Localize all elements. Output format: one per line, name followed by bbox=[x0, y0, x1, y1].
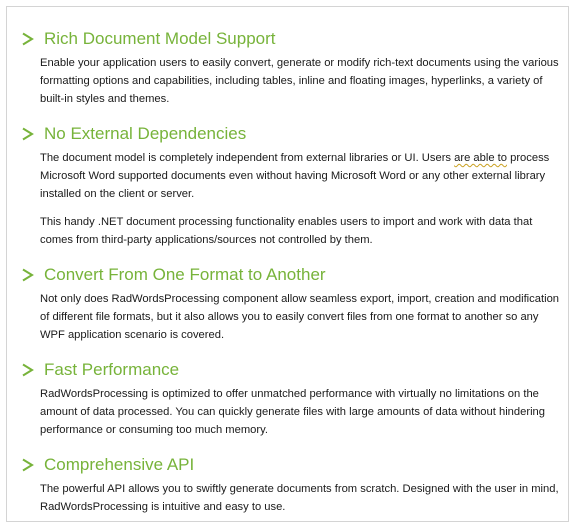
chevron-right-icon bbox=[20, 362, 36, 378]
section-no-external-dependencies bbox=[20, 122, 560, 249]
section-paragraph: Not only does RadWordsProcessing component allow seamless export, import, creation and modification of different file formats, but it also allows you to easily convert files from one format to another so any WPF application scenario is covered. bbox=[40, 293, 560, 341]
paragraph-text: The document model is completely independent from external libraries or UI. Users bbox=[40, 152, 455, 164]
section-fast-performance bbox=[20, 358, 560, 439]
section-rich-document-model bbox=[20, 27, 560, 108]
section-title: Convert From One Format to Another bbox=[44, 265, 326, 284]
section-heading bbox=[20, 27, 560, 51]
document-frame bbox=[6, 6, 569, 522]
section-paragraph: The powerful API allows you to swiftly generate documents from scratch. Designed with the user in mind, RadWordsProcessing is intuitive and easy to use. bbox=[40, 483, 559, 513]
section-comprehensive-api bbox=[20, 453, 560, 516]
spellcheck-underlined-text[interactable]: are able to bbox=[454, 152, 507, 164]
section-title: No External Dependencies bbox=[44, 124, 247, 143]
section-title: Comprehensive API bbox=[44, 455, 195, 474]
section-paragraph bbox=[40, 149, 560, 203]
section-heading bbox=[20, 358, 560, 382]
chevron-right-icon bbox=[20, 126, 36, 142]
chevron-right-icon bbox=[20, 31, 36, 47]
section-heading bbox=[20, 122, 560, 146]
section-title: Fast Performance bbox=[44, 360, 180, 379]
chevron-right-icon bbox=[20, 267, 36, 283]
section-convert-format bbox=[20, 263, 560, 344]
section-paragraph: This handy .NET document processing functionality enables users to import and work with data that comes from third-party applications/sources not controlled by them. bbox=[40, 216, 533, 246]
chevron-right-icon bbox=[20, 457, 36, 473]
section-paragraph: RadWordsProcessing is optimized to offer unmatched performance with virtually no limitations on the amount of data processed. You can quickly generate files with large amounts of data without hindering performance or consuming too much memory. bbox=[40, 388, 545, 436]
section-title: Rich Document Model Support bbox=[44, 29, 276, 48]
section-heading bbox=[20, 453, 560, 477]
document-content bbox=[20, 27, 560, 530]
section-heading bbox=[20, 263, 560, 287]
paragraph-text: process Microsoft Word supported documents even without having Microsoft Word or any other external library installed on the client or server. bbox=[40, 152, 550, 200]
section-paragraph: Enable your application users to easily convert, generate or modify rich-text documents using the various formatting options and capabilities, including tables, inline and floating images, hyperlinks, a variety of built-in styles and themes. bbox=[40, 57, 559, 105]
